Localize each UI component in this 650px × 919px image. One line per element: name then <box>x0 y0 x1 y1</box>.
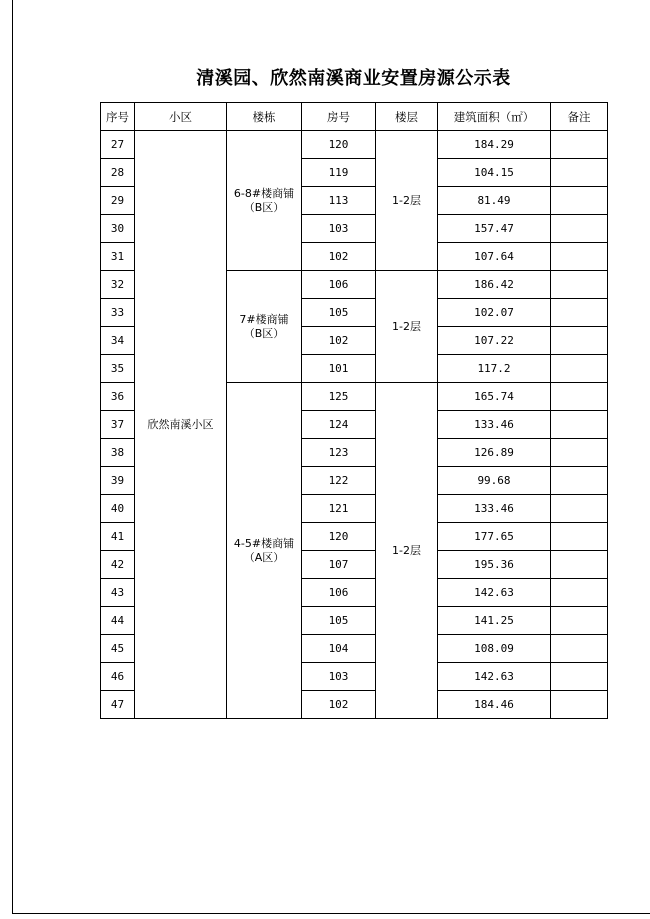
area-cell: 142.63 <box>438 579 551 607</box>
floor-cell: 1-2层 <box>376 271 438 383</box>
note-cell <box>551 187 608 215</box>
area-cell: 133.46 <box>438 411 551 439</box>
note-cell <box>551 271 608 299</box>
note-cell <box>551 467 608 495</box>
room-cell: 103 <box>302 663 376 691</box>
page-title: 清溪园、欣然南溪商业安置房源公示表 <box>196 68 511 89</box>
note-cell <box>551 551 608 579</box>
seq-cell: 27 <box>101 131 135 159</box>
room-cell: 120 <box>302 523 376 551</box>
room-cell: 105 <box>302 299 376 327</box>
room-cell: 107 <box>302 551 376 579</box>
header-building: 楼栋 <box>227 103 302 131</box>
floor-cell: 1-2层 <box>376 383 438 719</box>
seq-cell: 37 <box>101 411 135 439</box>
room-cell: 106 <box>302 271 376 299</box>
note-cell <box>551 495 608 523</box>
note-cell <box>551 579 608 607</box>
note-cell <box>551 215 608 243</box>
note-cell <box>551 691 608 719</box>
header-room: 房号 <box>302 103 376 131</box>
table-row <box>101 131 608 159</box>
area-cell: 165.74 <box>438 383 551 411</box>
room-cell: 101 <box>302 355 376 383</box>
seq-cell: 47 <box>101 691 135 719</box>
seq-cell: 34 <box>101 327 135 355</box>
room-cell: 104 <box>302 635 376 663</box>
area-cell: 186.42 <box>438 271 551 299</box>
header-area: 建筑面积（㎡） <box>438 103 551 131</box>
room-cell: 121 <box>302 495 376 523</box>
area-cell: 117.2 <box>438 355 551 383</box>
housing-table <box>100 102 608 719</box>
note-cell <box>551 355 608 383</box>
area-cell: 177.65 <box>438 523 551 551</box>
room-cell: 102 <box>302 691 376 719</box>
building-label: 4-5#楼商铺 <box>233 536 295 550</box>
room-cell: 123 <box>302 439 376 467</box>
building-cell-4-5 <box>227 383 302 719</box>
building-zone: （B区） <box>243 326 285 340</box>
building-cell-7 <box>227 271 302 383</box>
seq-cell: 46 <box>101 663 135 691</box>
room-cell: 119 <box>302 159 376 187</box>
note-cell <box>551 159 608 187</box>
area-cell: 141.25 <box>438 607 551 635</box>
header-note: 备注 <box>551 103 608 131</box>
header-community: 小区 <box>135 103 227 131</box>
room-cell: 125 <box>302 383 376 411</box>
seq-cell: 33 <box>101 299 135 327</box>
seq-cell: 40 <box>101 495 135 523</box>
area-cell: 142.63 <box>438 663 551 691</box>
seq-cell: 42 <box>101 551 135 579</box>
note-cell <box>551 299 608 327</box>
area-cell: 126.89 <box>438 439 551 467</box>
area-cell: 102.07 <box>438 299 551 327</box>
note-cell <box>551 243 608 271</box>
room-cell: 124 <box>302 411 376 439</box>
seq-cell: 35 <box>101 355 135 383</box>
note-cell <box>551 663 608 691</box>
note-cell <box>551 635 608 663</box>
header-row <box>101 103 608 131</box>
note-cell <box>551 523 608 551</box>
note-cell <box>551 383 608 411</box>
area-cell: 107.64 <box>438 243 551 271</box>
area-cell: 81.49 <box>438 187 551 215</box>
area-cell: 157.47 <box>438 215 551 243</box>
building-label: 6-8#楼商铺 <box>233 186 295 200</box>
seq-cell: 41 <box>101 523 135 551</box>
note-cell <box>551 327 608 355</box>
seq-cell: 38 <box>101 439 135 467</box>
building-cell-6-8 <box>227 131 302 271</box>
page-border-bottom <box>12 913 650 914</box>
header-floor: 楼层 <box>376 103 438 131</box>
floor-cell: 1-2层 <box>376 131 438 271</box>
area-cell: 107.22 <box>438 327 551 355</box>
area-cell: 108.09 <box>438 635 551 663</box>
room-cell: 120 <box>302 131 376 159</box>
room-cell: 106 <box>302 579 376 607</box>
room-cell: 102 <box>302 243 376 271</box>
building-zone: （A区） <box>243 550 285 564</box>
room-cell: 102 <box>302 327 376 355</box>
note-cell <box>551 607 608 635</box>
seq-cell: 36 <box>101 383 135 411</box>
area-cell: 184.29 <box>438 131 551 159</box>
room-cell: 113 <box>302 187 376 215</box>
seq-cell: 29 <box>101 187 135 215</box>
seq-cell: 28 <box>101 159 135 187</box>
note-cell <box>551 439 608 467</box>
header-seq: 序号 <box>101 103 135 131</box>
room-cell: 103 <box>302 215 376 243</box>
building-label: 7#楼商铺 <box>239 312 289 326</box>
room-cell: 105 <box>302 607 376 635</box>
area-cell: 195.36 <box>438 551 551 579</box>
seq-cell: 44 <box>101 607 135 635</box>
area-cell: 184.46 <box>438 691 551 719</box>
note-cell <box>551 411 608 439</box>
note-cell <box>551 131 608 159</box>
seq-cell: 32 <box>101 271 135 299</box>
page-border-left <box>12 0 13 914</box>
area-cell: 99.68 <box>438 467 551 495</box>
room-cell: 122 <box>302 467 376 495</box>
area-cell: 104.15 <box>438 159 551 187</box>
seq-cell: 31 <box>101 243 135 271</box>
seq-cell: 30 <box>101 215 135 243</box>
area-cell: 133.46 <box>438 495 551 523</box>
community-cell: 欣然南溪小区 <box>135 131 227 719</box>
seq-cell: 45 <box>101 635 135 663</box>
building-zone: （B区） <box>243 200 285 214</box>
seq-cell: 43 <box>101 579 135 607</box>
seq-cell: 39 <box>101 467 135 495</box>
